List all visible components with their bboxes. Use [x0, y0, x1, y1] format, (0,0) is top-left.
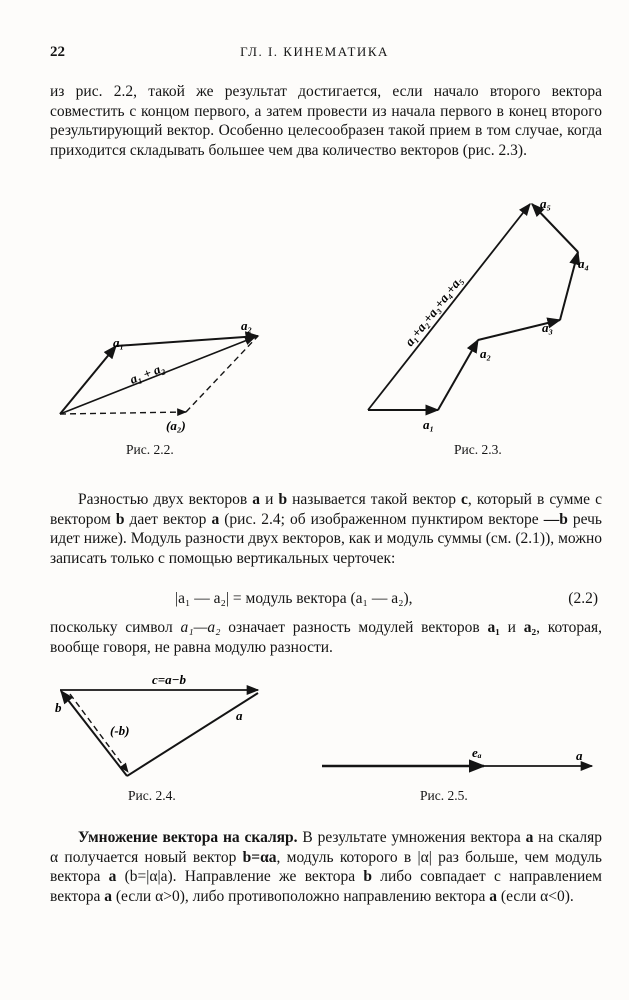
- fig25-label-ea: eₐ: [472, 745, 482, 760]
- fig23-vector-a4: [560, 252, 578, 320]
- chapter-title: ГЛ. I. КИНЕМАТИКА: [240, 44, 389, 59]
- formula-number: (2.2): [568, 590, 598, 607]
- fig22-label-a2-dashed: (a₂): [166, 418, 186, 433]
- figure-2-3: [368, 196, 589, 432]
- figure-2-2: [60, 318, 258, 433]
- fig23-vector-a5: [532, 204, 578, 252]
- fig25-label-a: a: [576, 748, 583, 763]
- fig22-label-sum: a₁ + a₂: [127, 359, 167, 387]
- fig25-caption: Рис. 2.5.: [420, 788, 468, 803]
- paragraph-difference: Разностью двух векторов a и b называется такой вектор c, который в сумме с вектором b дает вектор a (рис. 2.4; об изображенном пунктиром векторе —b речь идет ниже). Модуль разности двух векторов, как и модуль суммы (см. (2.1)), можно записать только с помощью вертикальных черточек:: [50, 491, 603, 567]
- fig24-label-c: c=a−b: [152, 672, 187, 687]
- fig24-label-neg-b: (-b): [110, 723, 130, 738]
- page-number: 22: [50, 44, 65, 60]
- fig23-label-a3: a₃: [542, 320, 554, 335]
- figure-2-4: [55, 672, 258, 776]
- fig22-vector-a2-dashed: [60, 412, 186, 414]
- formula-expression: |a₁ — a₂| = модуль вектора (a₁ — a₂),: [175, 590, 413, 607]
- paragraph-symbol-note: поскольку символ a₁—a₂ означает разность модулей векторов a₁ и a₂, которая, вообще говоря, не равна модулю разности.: [50, 619, 602, 656]
- fig24-label-a: a: [236, 708, 243, 723]
- fig24-label-b: b: [55, 700, 62, 715]
- fig23-vector-a2: [438, 340, 478, 410]
- fig23-label-a1: a₁: [423, 417, 435, 432]
- fig23-caption: Рис. 2.3.: [454, 442, 502, 457]
- fig24-caption: Рис. 2.4.: [128, 788, 176, 803]
- fig22-label-a1: a₁: [113, 335, 125, 350]
- fig23-label-a2: a₂: [480, 346, 492, 361]
- fig23-label-a5: a₅: [540, 196, 552, 211]
- figure-2-5: [322, 745, 592, 766]
- fig23-vector-sum: [368, 204, 530, 410]
- paragraph-scalar-multiplication: Умножение вектора на скаляр. В результате умножения вектора a на скаляр α получается новый вектор b=αa, модуль которого в |α| раз больше, чем модуль вектора a (b=|α|a). Направление же вектора b либо совпадает с направлением вектора a (если α>0), либо противоположно направлению вектора a (если α<0).: [50, 829, 602, 905]
- fig22-dashed-edge: [186, 336, 258, 412]
- fig22-caption: Рис. 2.2.: [126, 442, 174, 457]
- fig22-label-a2: a₂: [241, 318, 253, 333]
- fig24-vector-a: [127, 693, 258, 776]
- paragraph-intro: из рис. 2.2, такой же результат достигается, если начало второго вектора совместить с концом первого, а затем провести из начала первого в конец второго результирующий вектор. Особенно целесообразен такой прием в том случае, когда приходится складывать большее чем два количество векторов (рис. 2.3).: [50, 83, 602, 159]
- fig23-label-sum: a₁+a₂+a₃+a₄+a₅: [401, 272, 466, 349]
- fig23-label-a4: a₄: [578, 256, 590, 271]
